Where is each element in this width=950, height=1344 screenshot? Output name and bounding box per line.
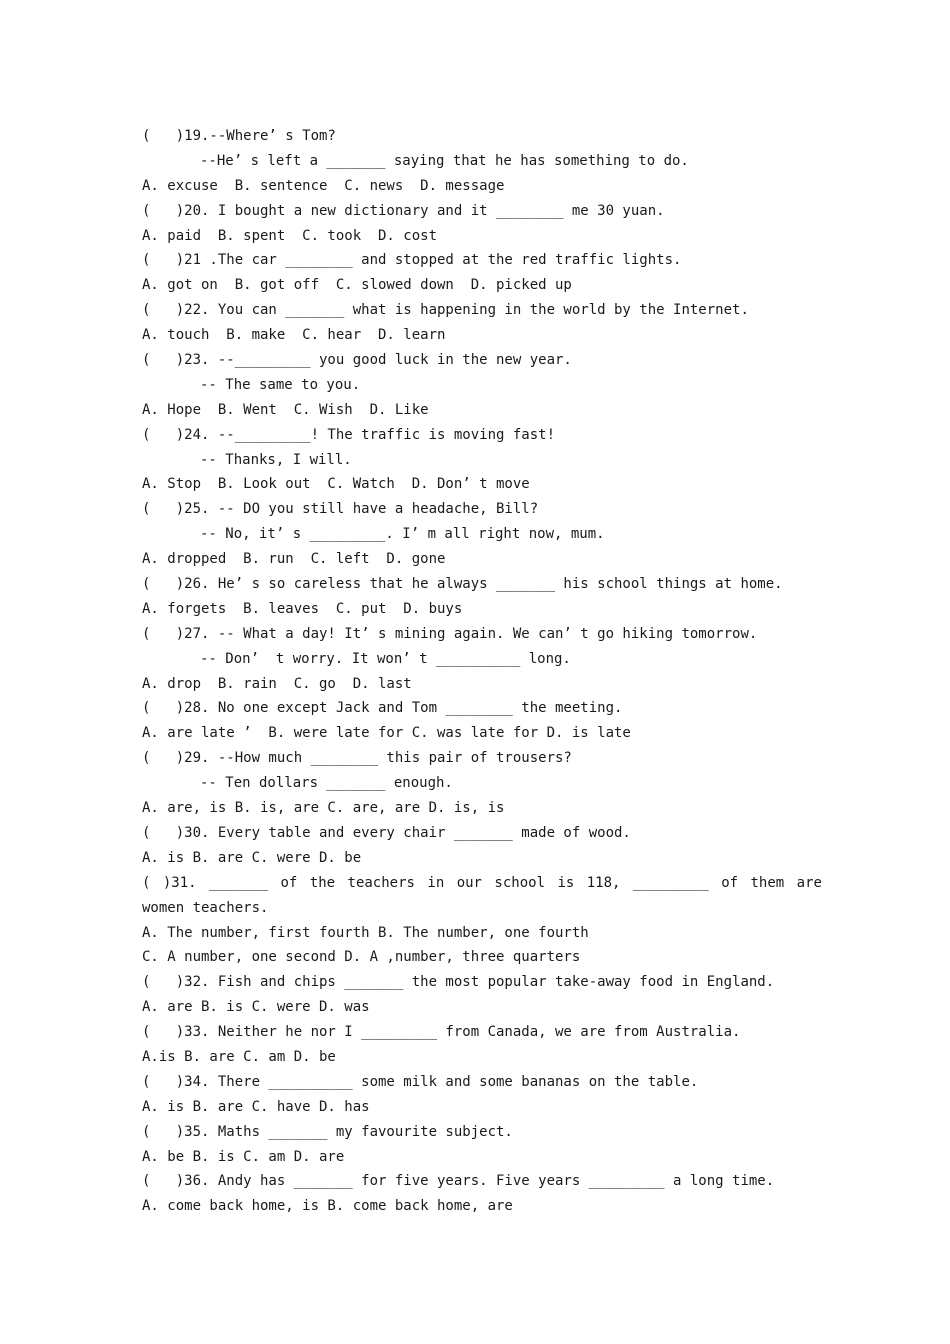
word: them [750, 874, 785, 891]
question-32: ( )32. Fish and chips _______ the most popular take-away food in England. [142, 974, 775, 991]
options-30: A. is B. are C. were D. be [142, 849, 362, 866]
question-28: ( )28. No one except Jack and Tom ________ the meeting. [142, 700, 623, 717]
word: in [427, 874, 445, 891]
question-35: ( )35. Maths _______ my favourite subject. [142, 1123, 513, 1140]
options-21: A. got on B. got off C. slowed down D. picked up [142, 277, 572, 294]
word: 118, [586, 874, 621, 891]
question-29: ( )29. --How much ________ this pair of trousers? [142, 750, 572, 767]
word: our [456, 874, 482, 891]
dialogue-line: -- Thanks, I will. [200, 451, 352, 468]
question-33: ( )33. Neither he nor I _________ from Canada, we are from Australia. [142, 1024, 741, 1041]
options-33: A.is B. are C. am D. be [142, 1048, 336, 1065]
options-26: A. forgets B. leaves C. put D. buys [142, 600, 463, 617]
question-31-continued: women teachers. [142, 899, 269, 916]
options-27: A. drop B. rain C. go D. last [142, 675, 412, 692]
word: are [796, 874, 822, 891]
question-27: ( )27. -- What a day! It’ s mining again. We can’ t go hiking tomorrow. [142, 625, 758, 642]
dialogue-line: --He’ s left a _______ saying that he has something to do. [200, 152, 689, 169]
word: the [309, 874, 336, 891]
question-34: ( )34. There __________ some milk and some bananas on the table. [142, 1073, 699, 1090]
question-22: ( )22. You can _______ what is happening in the world by the Internet. [142, 302, 749, 319]
options-25: A. dropped B. run C. left D. gone [142, 551, 446, 568]
dialogue-line: -- No, it’ s _________. I’ m all right now, mum. [200, 526, 605, 543]
word: teachers [347, 874, 415, 891]
question-21: ( )21 .The car ________ and stopped at the red traffic lights. [142, 252, 682, 269]
dialogue-line: -- Don’ t worry. It won’ t __________ long. [200, 650, 571, 667]
word: ( [142, 874, 151, 891]
options-23: A. Hope B. Went C. Wish D. Like [142, 401, 429, 418]
options-29: A. are, is B. is, are C. are, are D. is, is [142, 800, 505, 817]
question-24: ( )24. --_________! The traffic is moving fast! [142, 426, 556, 443]
word: of [721, 874, 739, 891]
question-23: ( )23. --_________ you good luck in the new year. [142, 352, 572, 369]
question-19: ( )19.--Where’ s Tom? [142, 128, 336, 144]
options-35: A. be B. is C. am D. are [142, 1148, 345, 1165]
options-19: A. excuse B. sentence C. news D. message [142, 177, 505, 194]
options-28: A. are late ’ B. were late for C. was late for D. is late [142, 725, 631, 742]
question-25: ( )25. -- DO you still have a headache, Bill? [142, 501, 539, 518]
question-26: ( )26. He’ s so careless that he always _______ his school things at home. [142, 576, 783, 593]
question-31 [142, 871, 822, 896]
dialogue-line: -- Ten dollars _______ enough. [200, 775, 453, 792]
exam-page [142, 124, 822, 1219]
dialogue-line: -- The same to you. [200, 376, 361, 393]
options-22: A. touch B. make C. hear D. learn [142, 327, 446, 344]
options-34: A. is B. are C. have D. has [142, 1098, 370, 1115]
word: school [494, 874, 545, 891]
word: _________ [632, 874, 709, 891]
options-31-c-d: C. A number, one second D. A ,number, three quarters [142, 949, 581, 966]
options-20: A. paid B. spent C. took D. cost [142, 227, 438, 244]
options-36: A. come back home, is B. come back home, are [142, 1198, 513, 1215]
question-36: ( )36. Andy has _______ for five years. Five years _________ a long time. [142, 1173, 775, 1190]
word: of [280, 874, 298, 891]
question-30: ( )30. Every table and every chair _______ made of wood. [142, 824, 631, 841]
word: is [557, 874, 575, 891]
word: )31. [162, 874, 197, 891]
question-20: ( )20. I bought a new dictionary and it ________ me 30 yuan. [142, 202, 665, 219]
options-24: A. Stop B. Look out C. Watch D. Don’ t move [142, 476, 530, 493]
options-31-a-b: A. The number, first fourth B. The number, one fourth [142, 924, 589, 941]
word: _______ [209, 874, 269, 891]
options-32: A. are B. is C. were D. was [142, 999, 370, 1016]
